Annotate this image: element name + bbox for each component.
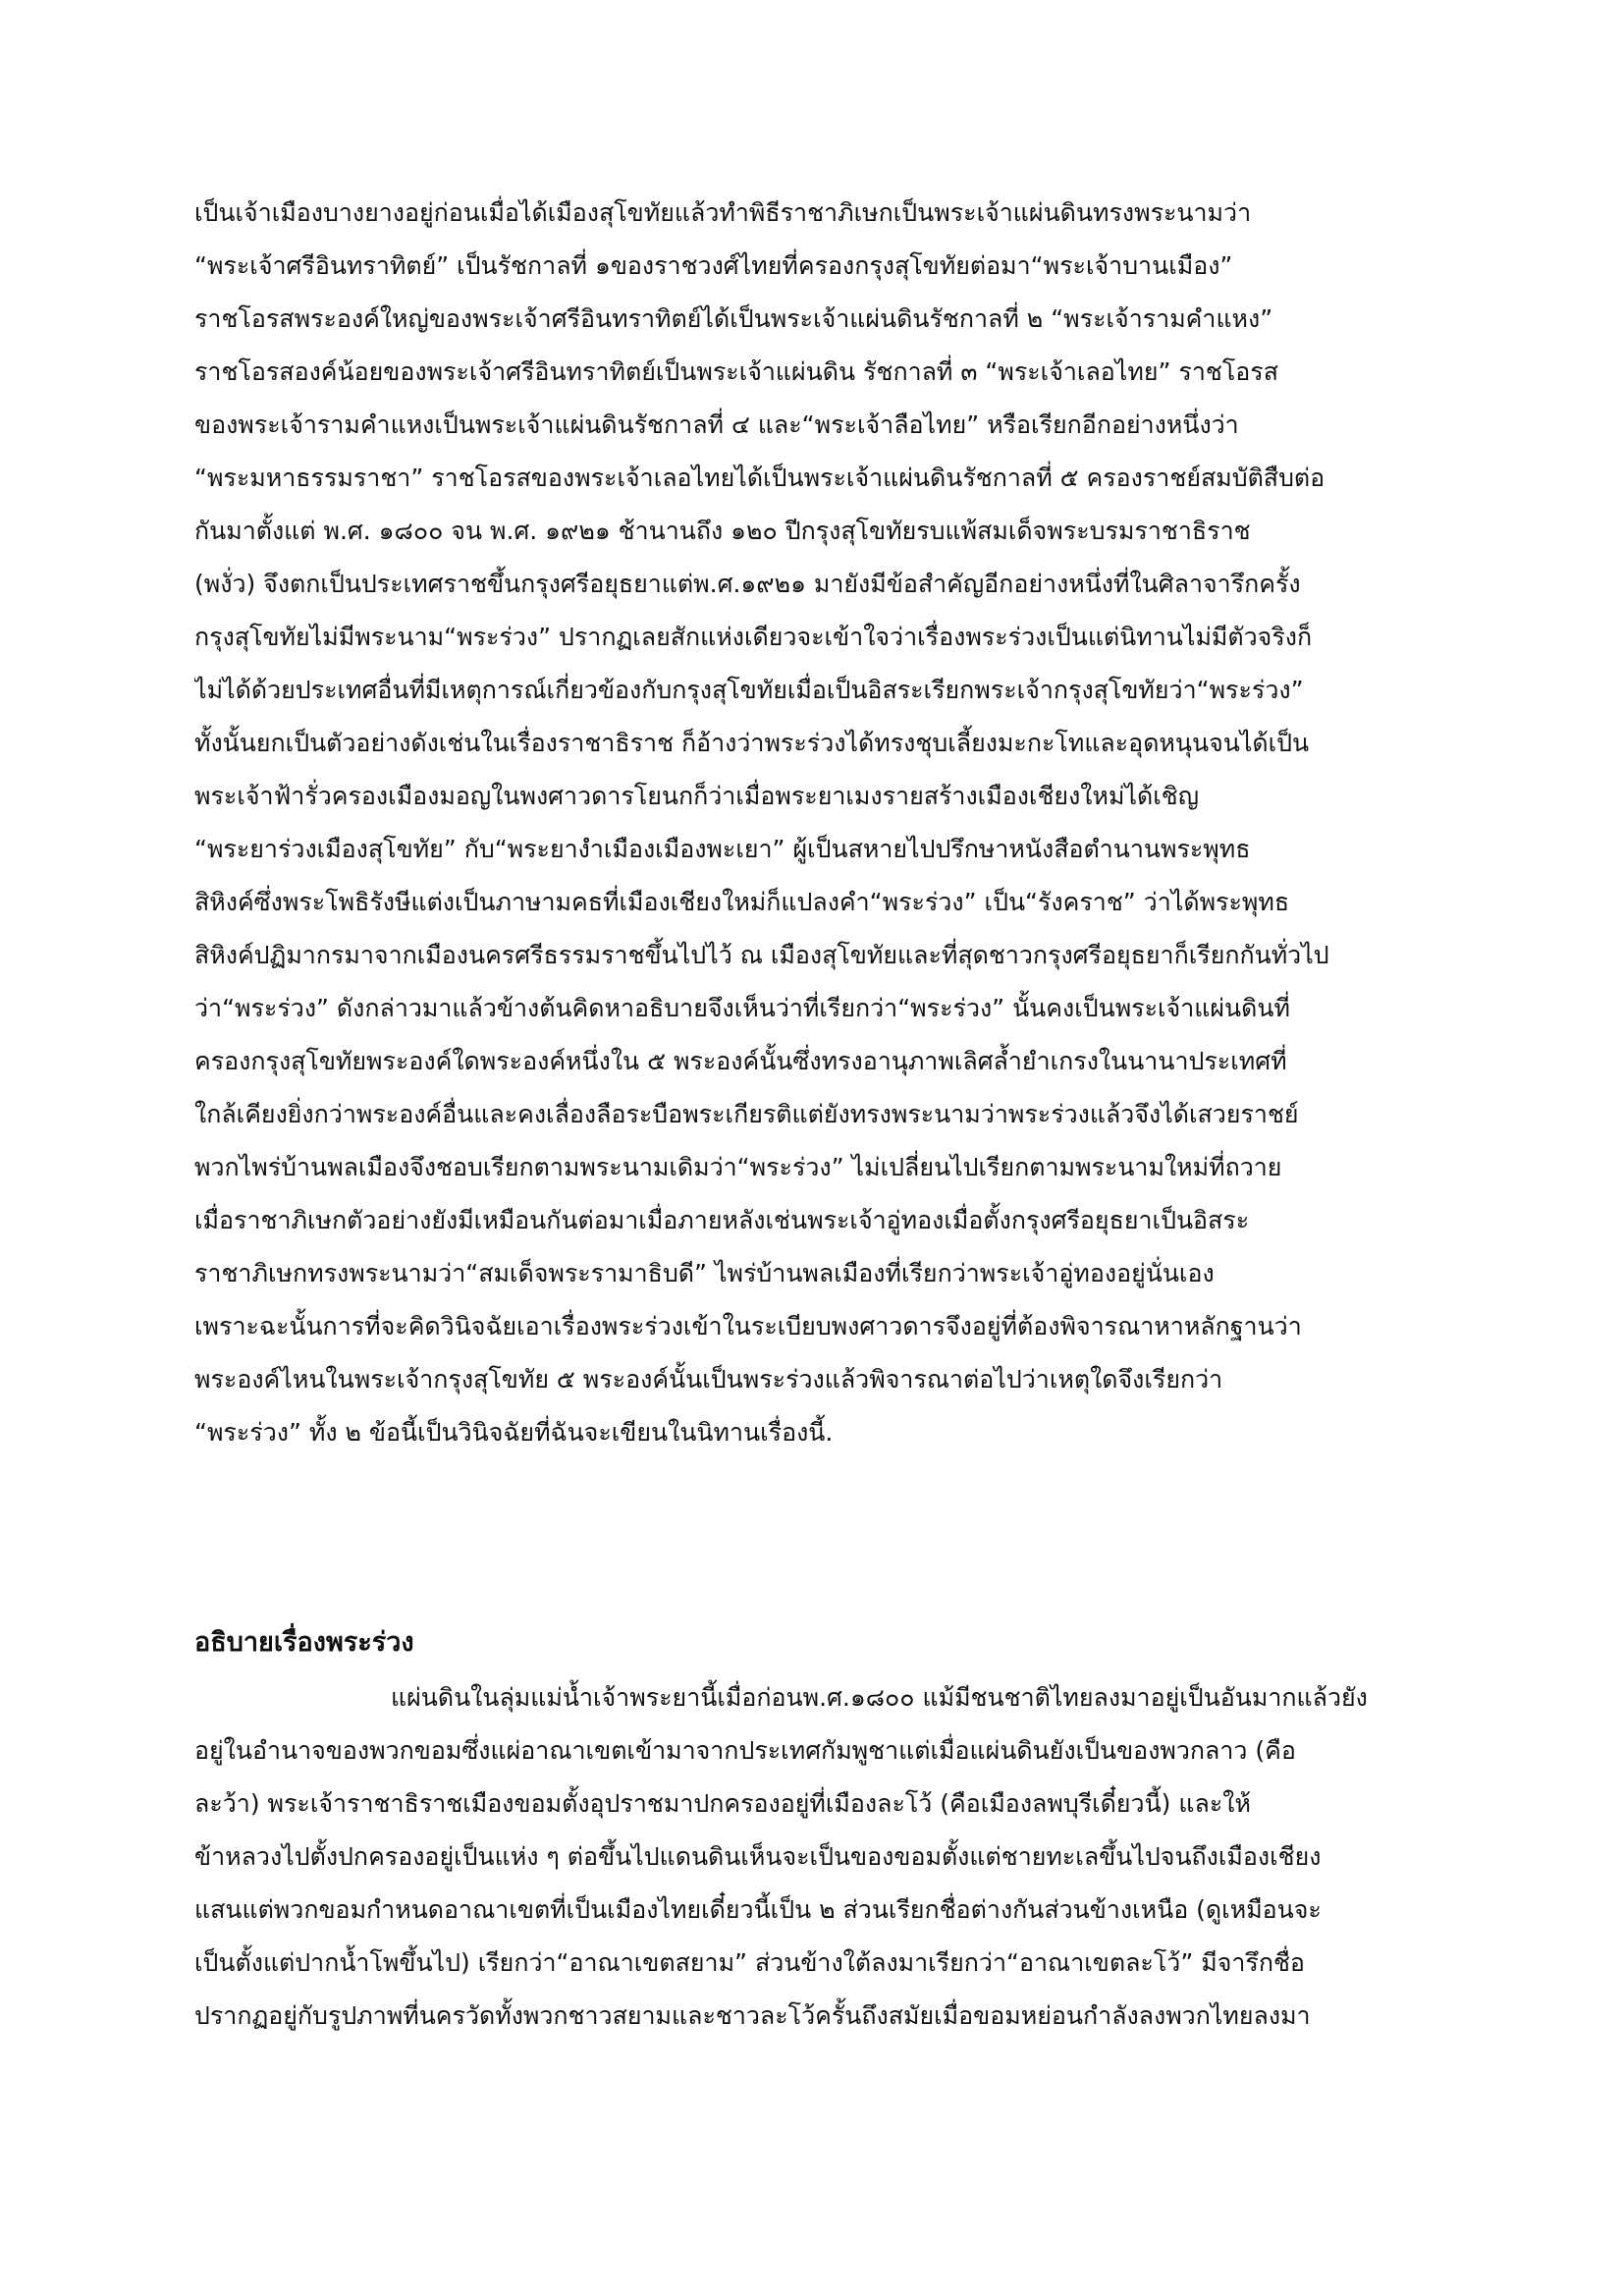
text-line: (พงั่ว) จึงตกเป็นประเทศราชขึ้นกรุงศรีอยุธยาแต่พ.ศ.๑๙๒๑ มายังมีข้อสำคัญอีกอย่างหนึ่งที่ในศิลาจารึกครั้ง — [194, 570, 1301, 598]
text-line: พระองค์ไหนในพระเจ้ากรุงสุโขทัย ๕ พระองค์นั้นเป็นพระร่วงแล้วพิจารณาต่อไปว่าเหตุใดจึงเรียกว่า — [194, 1365, 1223, 1394]
text-line: อยู่ในอำนาจของพวกขอมซึ่งแผ่อาณาเขตเข้ามาจากประเทศกัมพูชาแต่เมื่อแผ่นดินยังเป็นของพวกลาว (คือ — [194, 1736, 1296, 1765]
text-line: ใกล้เคียงยิ่งกว่าพระองค์อื่นและคงเลื่องลือระบือพระเกียรติแต่ยังทรงพระนามว่าพระร่วงแล้วจึงได้เสวยราชย์ — [194, 1100, 1299, 1128]
text-line: “พระยาร่วงเมืองสุโขทัย” กับ“พระยางำเมืองเมืองพะเยา” ผู้เป็นสหายไปปรึกษาหนังสือตำนานพระพุทธ — [194, 835, 1251, 863]
text-line: ละว้า) พระเจ้าราชาธิราชเมืองขอมตั้งอุปราชมาปกครองอยู่ที่เมืองละโว้ (คือเมืองลพบุรีเดี๋ยวนี้) และให้ — [194, 1789, 1251, 1818]
text-line: เป็นเจ้าเมืองบางยางอยู่ก่อนเมื่อได้เมืองสุโขทัยแล้วทำพิธีราชาภิเษกเป็นพระเจ้าแผ่นดินทรงพระนามว่า — [194, 198, 1252, 227]
text-line: พวกไพร่บ้านพลเมืองจึงชอบเรียกตามพระนามเดิมว่า“พระร่วง” ไม่เปลี่ยนไปเรียกตามพระนามใหม่ที่ถวาย — [194, 1153, 1282, 1181]
text-line: สิหิงค์ซึ่งพระโพธิรังษีแต่งเป็นภาษามคธที่เมืองเชียงใหม่ก็แปลงคำ“พระร่วง” เป็น“รังคราช” ว่าได้พระพุทธ — [194, 888, 1290, 916]
text-line: “พระร่วง” ทั้ง ๒ ข้อนี้เป็นวินิจฉัยที่ฉันจะเขียนในนิทานเรื่องนี้. — [194, 1418, 834, 1447]
text-line: ปรากฏอยู่กับรูปภาพที่นครวัดทั้งพวกชาวสยามและชาวละโว้ครั้นถึงสมัยเมื่อขอมหย่อนกำลังลงพวกไทยลงมา — [194, 2001, 1311, 2030]
text-line: ราชาภิเษกทรงพระนามว่า“สมเด็จพระรามาธิบดี” ไพร่บ้านพลเมืองที่เรียกว่าพระเจ้าอู่ทองอยู่นั่นเอง — [194, 1259, 1215, 1287]
text-line: ราชโอรสองค์น้อยของพระเจ้าศรีอินทราทิตย์เป็นพระเจ้าแผ่นดิน รัชกาลที่ ๓ “พระเจ้าเลอไทย” ราชโอรส — [194, 357, 1278, 386]
text-line: ครองกรุงสุโขทัยพระองค์ใดพระองค์หนึ่งใน ๕ พระองค์นั้นซึ่งทรงอานุภาพเลิศล้ำยำเกรงในนานาประเทศที่ — [194, 1047, 1287, 1075]
text-line: “พระมหาธรรมราชา” ราชโอรสของพระเจ้าเลอไทยได้เป็นพระเจ้าแผ่นดินรัชกาลที่ ๕ ครองราชย์สมบัติสืบต่อ — [194, 464, 1325, 492]
section-heading: อธิบายเรื่องพระร่วง — [194, 1627, 414, 1658]
text-line: แสนแต่พวกขอมกำหนดอาณาเขตที่เป็นเมืองไทยเดี๋ยวนี้เป็น ๒ ส่วนเรียกชื่อต่างกันส่วนข้างเหนือ (ดูเหมือนจะ — [194, 1895, 1322, 1924]
text-line: ทั้งนั้นยกเป็นตัวอย่างดังเช่นในเรื่องราชาธิราช ก็อ้างว่าพระร่วงได้ทรงชุบเลี้ยงมะกะโทและอุดหนุนจนได้เป็น — [194, 729, 1310, 757]
text-line: ของพระเจ้ารามคำแหงเป็นพระเจ้าแผ่นดินรัชกาลที่ ๔ และ“พระเจ้าลือไทย” หรือเรียกอีกอย่างหนึ่งว่า — [194, 410, 1239, 439]
text-line: กันมาตั้งแต่ พ.ศ. ๑๘๐๐ จน พ.ศ. ๑๙๒๑ ช้านานถึง ๑๒๐ ปีกรุงสุโขทัยรบแพ้สมเด็จพระบรมราชาธิราช — [194, 517, 1251, 545]
paragraph-2 — [194, 1671, 1432, 2043]
text-line: ราชโอรสพระองค์ใหญ่ของพระเจ้าศรีอินทราทิตย์ได้เป็นพระเจ้าแผ่นดินรัชกาลที่ ๒ “พระเจ้ารามคำแหง” — [194, 304, 1273, 333]
text-line: “พระเจ้าศรีอินทราทิตย์” เป็นรัชกาลที่ ๑ของราชวงศ์ไทยที่ครองกรุงสุโขทัยต่อมา“พระเจ้าบานเมือง” — [194, 251, 1233, 280]
text-line: เพราะฉะนั้นการที่จะคิดวินิจฉัยเอาเรื่องพระร่วงเข้าในระเบียบพงศาวดารจึงอยู่ที่ต้องพิจารณาหาหลักฐานว่า — [194, 1312, 1302, 1340]
text-line: เมื่อราชาภิเษกตัวอย่างยังมีเหมือนกันต่อมาเมื่อภายหลังเช่นพระเจ้าอู่ทองเมื่อตั้งกรุงศรีอยุธยาเป็นอิสระ — [194, 1206, 1250, 1234]
paragraph-1 — [194, 187, 1432, 1459]
text-line: พระเจ้าฟ้ารั่วครองเมืองมอญในพงศาวดารโยนกก็ว่าเมื่อพระยาเมงรายสร้างเมืองเชียงใหม่ได้เชิญ — [194, 782, 1200, 810]
text-line: ไม่ได้ด้วยประเทศอื่นที่มีเหตุการณ์เกี่ยวข้องกับกรุงสุโขทัยเมื่อเป็นอิสระเรียกพระเจ้ากรุงสุโขทัยว่า“พระร่วง” — [194, 676, 1304, 704]
text-line: เป็นตั้งแต่ปากน้ำโพขึ้นไป) เรียกว่า“อาณาเขตสยาม” ส่วนข้างใต้ลงมาเรียกว่า“อาณาเขตละโว้” มีจารึกชื่อ — [194, 1948, 1305, 1977]
text-line: แผ่นดินในลุ่มแม่น้ำเจ้าพระยานี้เมื่อก่อนพ.ศ.๑๘๐๐ แม้มีชนชาติไทยลงมาอยู่เป็นอันมากแล้วยัง — [391, 1683, 1368, 1712]
text-line: ว่า“พระร่วง” ดังกล่าวมาแล้วข้างต้นคิดหาอธิบายจึงเห็นว่าที่เรียกว่า“พระร่วง” นั้นคงเป็นพระเจ้าแผ่นดินที่ — [194, 994, 1290, 1022]
text-line: กรุงสุโขทัยไม่มีพระนาม“พระร่วง” ปรากฏเลยสักแห่งเดียวจะเข้าใจว่าเรื่องพระร่วงเป็นแต่นิทานไม่มีตัวจริงก็ — [194, 623, 1313, 651]
text-line: ข้าหลวงไปตั้งปกครองอยู่เป็นแห่ง ๆ ต่อขึ้นไปแดนดินเห็นจะเป็นของขอมตั้งแต่ชายทะเลขึ้นไปจนถึงเมืองเชียง — [194, 1842, 1322, 1871]
text-line: สิหิงค์ปฏิมากรมาจากเมืองนครศรีธรรมราชขึ้นไปไว้ ณ เมืองสุโขทัยและที่สุดชาวกรุงศรีอยุธยาก็เรียกกันทั่วไป — [194, 941, 1329, 969]
